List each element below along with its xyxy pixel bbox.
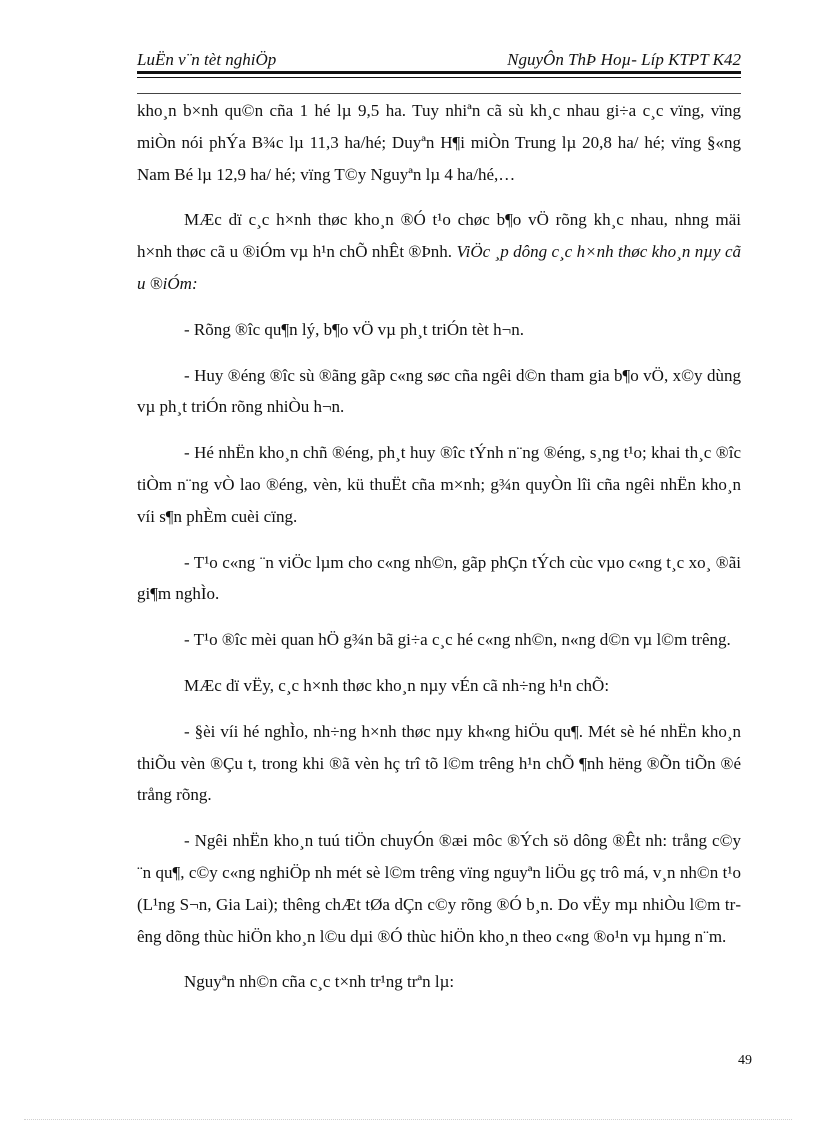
body-top-line — [137, 93, 741, 94]
paragraph-7: - T¹o ®îc mèi quan hÖ g¾n bã gi÷a c¸c hé c«ng nh©n, n«ng d©n vµ l©m trêng. — [184, 630, 731, 650]
paragraph-4: - Huy ®éng ®îc sù ®ãng gãp c«ng søc cña ngêi d©n tham gia b¶o vÖ, x©y dùng vµ ph¸t triÓn rõng nhiÒu h¬n. — [137, 365, 741, 417]
paragraph-2-text: MÆc dï c¸c h×nh thøc kho¸n ®Ó t¹o chøc b¶o vÖ rõng kh¸c nhau, nhng mäi h×nh thøc cã u ®iÓm vµ h¹n chÕ nhÊt ®Þnh. — [137, 210, 741, 262]
body-text — [137, 95, 741, 998]
paragraph-10: - Ngêi nhËn kho¸n tuú tiÖn chuyÓn ®æi môc ®Ých sö dông ®Êt nh: trång c©y ¨n qu¶, c©y c«ng nghiÖp nh mét sè l©m trêng vïng nguyªn liÖu gç trô má, v¸n nh©n t¹o (L¹ng S¬n, Gia Lai); thêng chÆt tØa dÇn c©y rõng ®Ó b¸n. Do vËy mµ nhiÒu l©m trêng dõng thùc hiÖn kho¸n l©u dµi ®Ó thùc hiÖn kho¸n theo c«ng ®o¹n vµ hµng n¨m. — [137, 831, 741, 946]
paragraph-2 — [137, 204, 741, 299]
paragraph-5: - Hé nhËn kho¸n chñ ®éng, ph¸t huy ®îc tÝnh n¨ng ®éng, s¸ng t¹o; khai th¸c ®îc tiÒm n¨ng vÒ lao ®éng, vèn, kü thuËt cña m×nh; g¾n quyÒn lîi cña ngêi nhËn kho¸n víi s¶n phÈm cuèi cïng. — [137, 443, 741, 526]
header-rule-thin — [137, 77, 741, 78]
paragraph-1: kho¸n b×nh qu©n cña 1 hé lµ 9,5 ha. Tuy nhiªn cã sù kh¸c nhau gi÷a c¸c vïng, vïng miÒn nói phÝa B¾c lµ 11,3 ha/hé; Duyªn H¶i miÒn Trung lµ 20,8 ha/ hé; vïng §«ng Nam Bé lµ 12,9 ha/ hé; vïng T©y Nguyªn lµ 4 ha/hé,… — [137, 101, 741, 184]
paragraph-11: Nguyªn nh©n cña c¸c t×nh tr¹ng trªn lµ: — [184, 972, 455, 992]
paragraph-9: - §èi víi hé nghÌo, nh÷ng h×nh thøc nµy kh«ng hiÖu qu¶. Mét sè hé nhËn kho¸n thiÕu vèn ®Çu t, trong khi ®ã vèn hç trî tõ l©m trêng h¹n chÕ ¶nh hëng ®Õn tiÕn ®é trång rõng. — [137, 721, 741, 805]
paragraph-6: - T¹o c«ng ¨n viÖc lµm cho c«ng nh©n, gãp phÇn tÝch cùc vµo c«ng t¸c xo¸ ®ãi gi¶m nghÌo. — [137, 552, 741, 604]
header-thesis-title: LuËn v¨n tèt nghiÖp — [137, 50, 277, 69]
page-bottom-dotted-edge — [24, 1119, 792, 1120]
header-author-class: NguyÔn ThÞ Hoµ- Líp KTPT K42 — [507, 50, 741, 69]
header-rule-thick — [137, 71, 741, 74]
paragraph-8: MÆc dï vËy, c¸c h×nh thøc kho¸n nµy vÉn cã nh÷ng h¹n chÕ: — [184, 675, 610, 695]
page-number: 49 — [738, 1053, 752, 1068]
paragraph-3: - Rõng ®îc qu¶n lý, b¶o vÖ vµ ph¸t triÓn tèt h¬n. — [184, 319, 524, 339]
paragraph-2-italic: ViÖc ¸p dông c¸c h×nh thøc kho¸n nµy cã u ®iÓm: — [137, 242, 742, 293]
